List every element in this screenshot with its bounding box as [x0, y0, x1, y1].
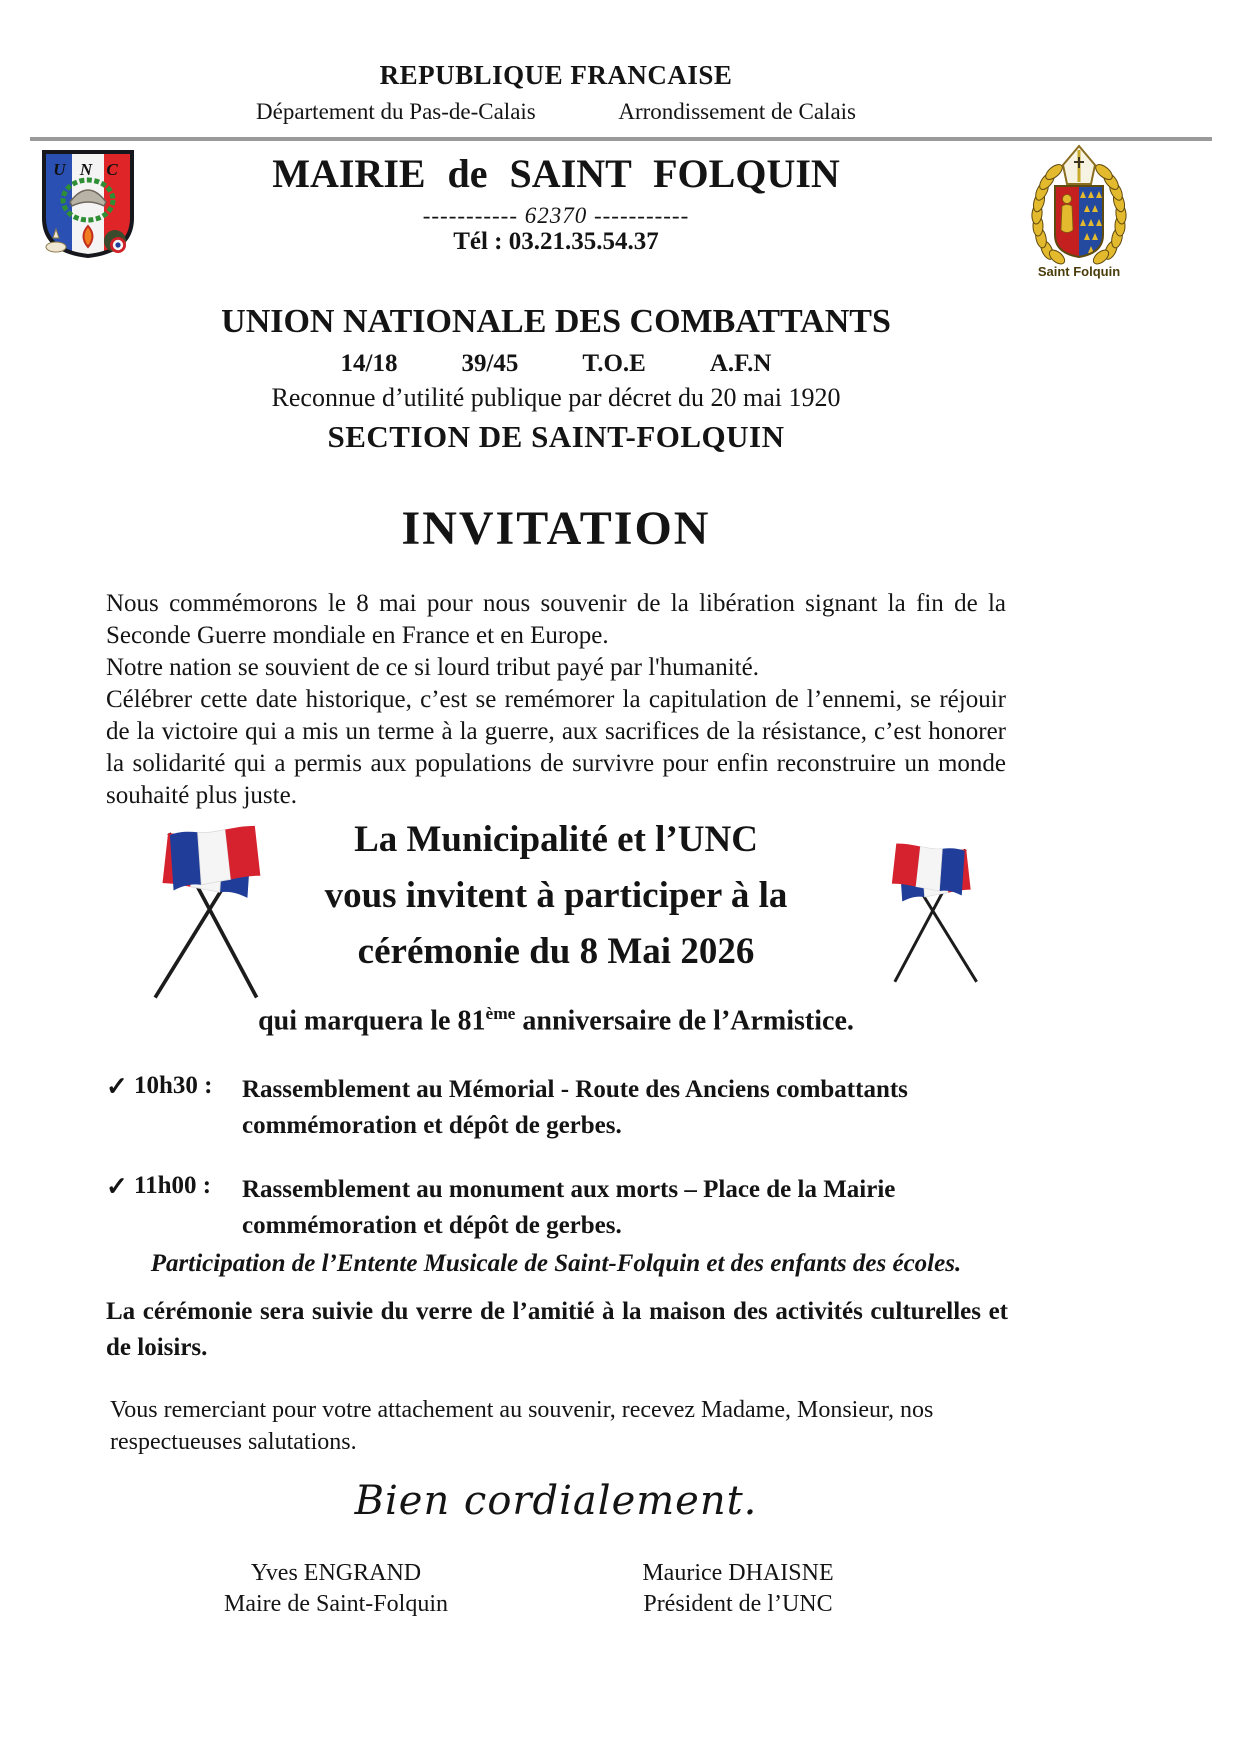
section-title: SECTION DE SAINT-FOLQUIN — [327, 419, 785, 454]
schedule-item-1030 — [106, 1072, 1006, 1144]
phone-line: Tél : 03.21.35.54.37 — [453, 228, 659, 255]
postal-code-line: ----------- 62370 ----------- — [422, 203, 690, 228]
schedule-description — [242, 1072, 1006, 1144]
signatory-title: Président de l’UNC — [643, 1591, 833, 1617]
checkmark-icon: ✓ — [106, 1172, 128, 1201]
war-afn: A.F.N — [709, 350, 772, 377]
announcement-line-3: cérémonie du 8 Mai 2026 — [357, 931, 755, 972]
crest-shield — [1055, 186, 1103, 258]
valediction: Bien cordialement. — [354, 1478, 758, 1524]
department-label: Département du Pas-de-Calais — [256, 99, 536, 124]
signatory-name: Maurice DHAISNE — [642, 1560, 834, 1586]
war-toe: T.O.E — [582, 350, 646, 377]
recognition-line: Reconnue d’utilité publique par décret du 20 mai 1920 — [271, 383, 841, 412]
announcement-line-1: La Municipalité et l’UNC — [354, 819, 758, 860]
flame-icon — [83, 226, 92, 247]
crest-caption: Saint Folquin — [1037, 264, 1121, 279]
anniversary-suffix: anniversaire de l’Armistice. — [515, 1005, 854, 1037]
schedule-line-1: Rassemblement au Mémorial - Route des Anciens combattants — [242, 1076, 908, 1103]
crossed-flags-right — [856, 842, 1008, 987]
intro-paragraphs — [106, 588, 1006, 812]
signatory-title: Maire de Saint-Folquin — [224, 1591, 448, 1617]
signature-row — [106, 1558, 1006, 1620]
mairie-title: MAIRIE de SAINT FOLQUIN — [272, 151, 840, 196]
wars-row — [106, 350, 1006, 378]
unc-title: UNION NATIONALE DES COMBATTANTS — [221, 303, 891, 340]
schedule-line-1: Rassemblement au monument aux morts – Place de la Mairie — [242, 1176, 896, 1203]
republic-title: REPUBLIQUE FRANCAISE — [379, 60, 733, 90]
crossed-flags-left — [118, 824, 303, 1004]
department-row — [106, 99, 1006, 125]
intro-paragraph-1: Nous commémorons le 8 mai pour nous souvenir de la libération signant la fin de la Seconde Guerre mondiale en France et en Europe. — [106, 590, 1006, 649]
schedule-line-2: commémoration et dépôt de gerbes. — [242, 1112, 622, 1139]
unc-letters: U N C — [53, 160, 123, 179]
intro-paragraph-2: Notre nation se souvient de ce si lourd tribut payé par l'humanité. — [106, 654, 759, 681]
checkmark-icon: ✓ — [106, 1072, 128, 1101]
war-3945: 39/45 — [461, 350, 519, 377]
signatory-name: Yves ENGRAND — [250, 1560, 422, 1586]
arrondissement-label: Arrondissement de Calais — [618, 99, 856, 124]
schedule-item-1100 — [106, 1172, 1006, 1244]
closing-paragraph: Vous remerciant pour votre attachement au souvenir, recevez Madame, Monsieur, nos respectueuses salutations. — [110, 1397, 934, 1455]
anniversary-ordinal: ème — [485, 1004, 516, 1023]
signature-president — [578, 1558, 898, 1620]
intro-paragraph-3: Célébrer cette date historique, c’est se remémorer la capitulation de l’ennemi, se réjouir de la victoire qui a mis un terme à la guerre, aux sacrifices de la résistance, c’est honorer la solidarité qui a permis aux populations de survivre pour enfin reconstruire un monde souhaité plus juste. — [106, 686, 1006, 809]
reception-line: La cérémonie sera suivie du verre de l’amitié à la maison des activités culturelles et de loisirs. — [106, 1298, 1008, 1361]
schedule-time: 10h30 : — [134, 1072, 213, 1099]
invitation-heading: INVITATION — [401, 502, 711, 555]
mitre-icon — [1063, 146, 1095, 184]
anniversary-prefix: qui marquera le 81 — [258, 1005, 486, 1037]
header-divider — [30, 137, 1212, 141]
schedule-time: 11h00 : — [134, 1172, 212, 1199]
saint-folquin-crest — [1024, 142, 1134, 282]
signature-mayor — [176, 1558, 496, 1620]
anniversary-line — [106, 1004, 1006, 1037]
war-1418: 14/18 — [340, 350, 398, 377]
participation-line: Participation de l’Entente Musicale de Saint-Folquin et des enfants des écoles. — [150, 1250, 962, 1277]
schedule-description — [242, 1172, 1006, 1244]
announcement-line-2: vous invitent à participer à la — [324, 875, 788, 916]
schedule-line-2: commémoration et dépôt de gerbes. — [242, 1212, 622, 1239]
saint-figure-icon — [1061, 195, 1073, 233]
